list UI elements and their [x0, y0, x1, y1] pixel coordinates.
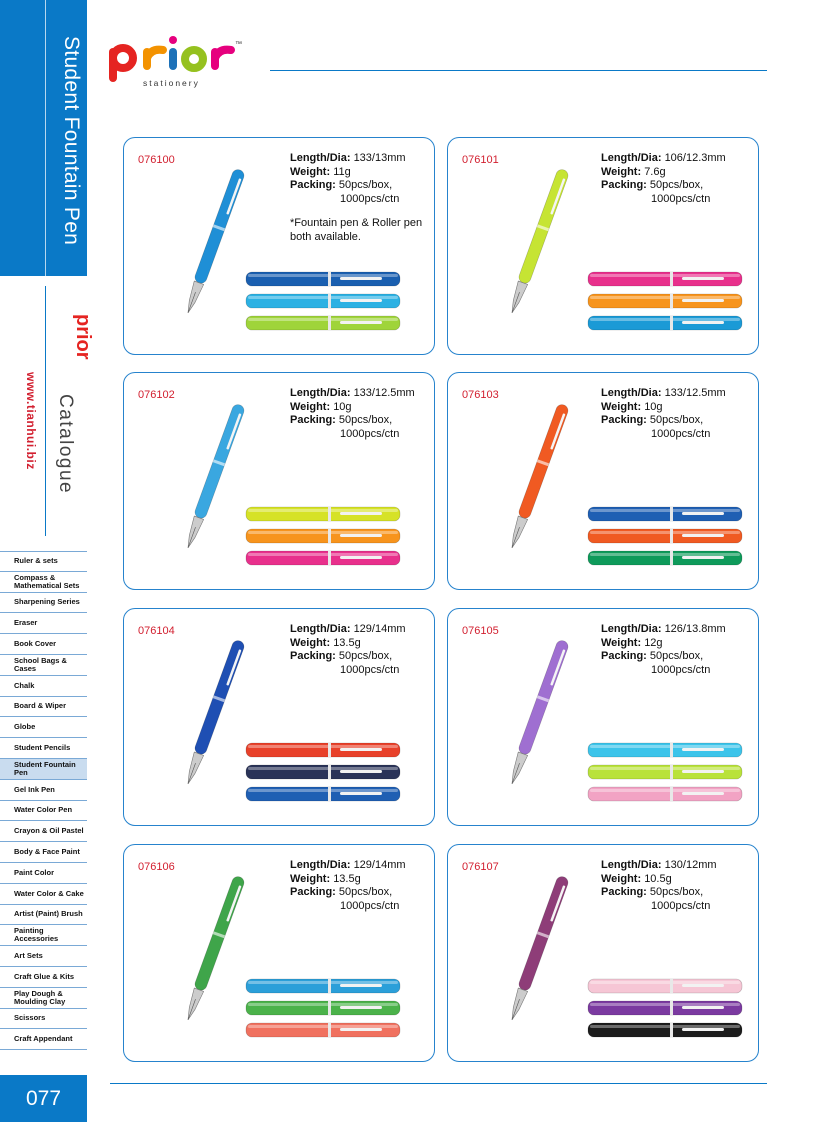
length-value: 129/14mm [353, 859, 406, 871]
packing-value-2: 1000pcs/ctn [340, 663, 400, 676]
sidebar-logo [53, 312, 94, 372]
packing-value-2: 1000pcs/ctn [651, 427, 711, 440]
page-number: 077 [0, 1075, 87, 1122]
sidebar-mid-divider [45, 286, 46, 536]
packing-label: Packing: [601, 886, 647, 898]
menu-item[interactable]: Eraser [0, 613, 87, 634]
product-code: 076104 [138, 625, 175, 637]
menu-item[interactable]: Ruler & sets [0, 551, 87, 572]
menu-item[interactable]: Compass & Mathematical Sets [0, 572, 87, 593]
product-code: 076100 [138, 154, 175, 166]
length-label: Length/Dia: [601, 623, 662, 635]
weight-value: 13.5g [333, 636, 361, 649]
brand-tagline: stationery [143, 78, 200, 88]
menu-item[interactable]: Student Fountain Pen [0, 759, 87, 780]
length-value: 133/12.5mm [664, 387, 726, 399]
length-value: 126/13.8mm [664, 623, 726, 635]
menu-item[interactable]: Student Pencils [0, 738, 87, 759]
weight-label: Weight: [601, 165, 642, 178]
packing-value: 50pcs/box, [649, 179, 704, 191]
length-value: 106/12.3mm [664, 152, 726, 164]
length-label: Length/Dia: [290, 152, 351, 164]
weight-label: Weight: [290, 872, 331, 885]
product-card [447, 137, 759, 355]
menu-item[interactable]: Paint Color [0, 863, 87, 884]
packing-label: Packing: [290, 650, 336, 662]
length-value: 133/12.5mm [353, 387, 415, 399]
weight-label: Weight: [290, 165, 331, 178]
pen-image [484, 633, 584, 813]
packing-label: Packing: [290, 886, 336, 898]
weight-value: 7.6g [644, 165, 666, 178]
packing-label: Packing: [601, 650, 647, 662]
weight-value: 11g [333, 165, 351, 178]
weight-label: Weight: [290, 636, 331, 649]
menu-item[interactable]: Globe [0, 717, 87, 738]
product-specs [290, 152, 406, 206]
packing-label: Packing: [601, 414, 647, 426]
pen-color-variants [244, 503, 404, 573]
weight-value: 10g [333, 400, 352, 413]
weight-label: Weight: [290, 400, 331, 413]
product-card [123, 372, 435, 590]
menu-item[interactable]: Craft Appendant [0, 1029, 87, 1050]
product-specs [290, 623, 406, 677]
section-title: Student Fountain Pen [60, 36, 83, 246]
brand-logo [107, 36, 257, 96]
sidebar-logo-text: prior [72, 314, 94, 360]
length-value: 130/12mm [664, 859, 717, 871]
menu-item[interactable]: Artist (Paint) Brush [0, 905, 87, 926]
packing-value: 50pcs/box, [338, 179, 393, 191]
product-code: 076102 [138, 389, 175, 401]
menu-item[interactable]: Water Color & Cake [0, 884, 87, 905]
weight-value: 10.5g [644, 872, 672, 885]
length-value: 129/14mm [353, 623, 406, 635]
header-rule [270, 70, 767, 71]
pen-color-variants [244, 739, 404, 809]
length-label: Length/Dia: [601, 859, 662, 871]
packing-value: 50pcs/box, [338, 650, 393, 662]
product-code: 076101 [462, 154, 499, 166]
menu-item[interactable]: Play Dough & Moulding Clay [0, 988, 87, 1009]
length-label: Length/Dia: [290, 387, 351, 399]
product-card [447, 372, 759, 590]
menu-item[interactable]: Board & Wiper [0, 697, 87, 718]
pen-color-variants [244, 975, 404, 1045]
packing-value-2: 1000pcs/ctn [340, 192, 400, 205]
pen-color-variants [586, 268, 746, 338]
weight-value: 13.5g [333, 872, 361, 885]
menu-item[interactable]: Water Color Pen [0, 801, 87, 822]
product-card [123, 844, 435, 1062]
catalogue-label: Catalogue [55, 394, 76, 495]
length-label: Length/Dia: [601, 152, 662, 164]
menu-item[interactable]: Painting Accessories [0, 925, 87, 946]
pen-image [484, 869, 584, 1049]
length-label: Length/Dia: [290, 859, 351, 871]
packing-value-2: 1000pcs/ctn [651, 663, 711, 676]
menu-item[interactable]: Body & Face Paint [0, 842, 87, 863]
length-label: Length/Dia: [290, 623, 351, 635]
packing-value-2: 1000pcs/ctn [340, 427, 400, 440]
weight-label: Weight: [601, 400, 642, 413]
product-card [123, 608, 435, 826]
weight-value: 12g [644, 636, 663, 649]
packing-value: 50pcs/box, [649, 650, 704, 662]
packing-value-2: 1000pcs/ctn [651, 899, 711, 912]
packing-value: 50pcs/box, [649, 414, 704, 426]
packing-label: Packing: [290, 179, 336, 191]
packing-value: 50pcs/box, [649, 886, 704, 898]
product-specs [290, 859, 406, 913]
menu-item[interactable]: Chalk [0, 676, 87, 697]
pen-color-variants [244, 268, 404, 338]
website-link[interactable]: www.tianhui.biz [24, 372, 38, 470]
product-specs [601, 859, 717, 913]
weight-label: Weight: [601, 636, 642, 649]
footer-rule [110, 1083, 767, 1084]
product-code: 076103 [462, 389, 499, 401]
product-specs [601, 387, 726, 441]
product-code: 076106 [138, 861, 175, 873]
packing-value: 50pcs/box, [338, 414, 393, 426]
weight-label: Weight: [601, 872, 642, 885]
pen-color-variants [586, 739, 746, 809]
length-value: 133/13mm [353, 152, 406, 164]
product-note: *Fountain pen & Roller pen both available. [290, 217, 423, 243]
packing-value-2: 1000pcs/ctn [340, 899, 400, 912]
weight-value: 10g [644, 400, 663, 413]
menu-item[interactable]: Art Sets [0, 946, 87, 967]
product-specs [601, 623, 726, 677]
packing-value: 50pcs/box, [338, 886, 393, 898]
product-specs [601, 152, 726, 206]
product-specs [290, 387, 415, 441]
menu-item[interactable]: Sharpening Series [0, 593, 87, 614]
product-card [447, 844, 759, 1062]
menu-item[interactable]: Scissors [0, 1009, 87, 1030]
pen-color-variants [586, 503, 746, 573]
product-card [447, 608, 759, 826]
pen-image [484, 397, 584, 577]
menu-item[interactable]: Book Cover [0, 634, 87, 655]
menu-item[interactable]: Craft Glue & Kits [0, 967, 87, 988]
menu-item[interactable]: Crayon & Oil Pastel [0, 821, 87, 842]
packing-label: Packing: [601, 179, 647, 191]
sidebar-divider [45, 0, 46, 276]
product-code: 076105 [462, 625, 499, 637]
pen-color-variants [586, 975, 746, 1045]
category-menu [0, 551, 87, 1050]
packing-label: Packing: [290, 414, 336, 426]
menu-item[interactable]: Gel Ink Pen [0, 780, 87, 801]
menu-item[interactable]: School Bags & Cases [0, 655, 87, 676]
packing-value-2: 1000pcs/ctn [651, 192, 711, 205]
product-code: 076107 [462, 861, 499, 873]
length-label: Length/Dia: [601, 387, 662, 399]
product-card [123, 137, 435, 355]
pen-image [484, 162, 584, 342]
trademark-mark: ™ [235, 41, 242, 48]
